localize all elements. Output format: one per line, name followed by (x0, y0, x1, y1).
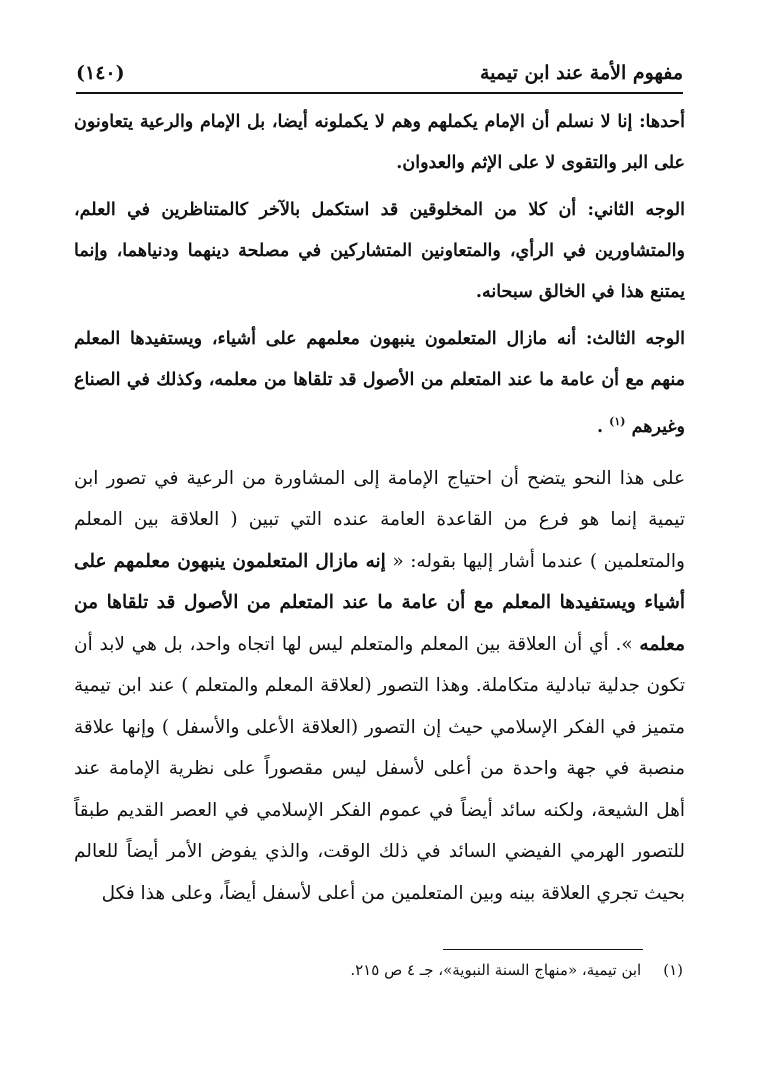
paragraph-first-aspect: أحدها: إنا لا نسلم أن الإمام يكملهم وهم لا يكملونه أيضا، بل الإمام والرعية يتعاونون على البر والتقوى لا على الإثم والعدوان. (74, 112, 685, 173)
footnote-number: (١) (663, 961, 683, 979)
quoted-passage: إنه مازال المتعلمون ينبهون معلمهم على أشياء ويستفيدها المعلم مع أن عامة ما عند المتعلم من الأصول قد تلقاها من معلمه (74, 550, 685, 655)
header-rule (76, 92, 683, 94)
running-title: مفهوم الأمة عند ابن تيمية (479, 62, 683, 84)
footnote-rule (443, 949, 643, 950)
third-aspect-end: . (596, 416, 610, 437)
paragraph-third-aspect (74, 319, 685, 448)
footnote (76, 958, 683, 982)
paragraph-second-aspect: الوجه الثاني: أن كلا من المخلوقين قد استكمل بالآخر كالمتناظرين في العلم، والمتشاورين في الرأي، والمتعاونين المتشاركين في مصلحة دينهما ودنياهما، وإنما يمتنع هذا في الخالق سبحانه. (74, 200, 685, 302)
page-number: (١٤٠) (76, 62, 125, 84)
third-aspect-text: الوجه الثالث: أنه مازال المتعلمون ينبهون معلمهم على أشياء، ويستفيدها المعلم منهم مع أن عامة ما عند المتعلم من الأصول قد تلقاها من معلمه، وكذلك في الصناع وغيرهم (74, 329, 685, 437)
footnote-text: ابن تيمية، «منهاج السنة النبوية»، جـ ٤ ص ٢١٥. (350, 961, 642, 979)
discussion-intro: على هذا النحو يتضح أن احتياج الإمامة إلى المشاورة من الرعية في تصور ابن تيمية إنما هو فرع من القاعدة العامة عنده التي تبين ( العلاقة بين المعلم والمتعلمين ) عندما أشار إليها بقوله: « (74, 467, 685, 572)
page-header (76, 58, 683, 88)
discussion-continuation: ». أي أن العلاقة بين المعلم والمتعلم ليس لها اتجاه واحد، بل هي لابد أن تكون جدلية تبادلية متكاملة. وهذا التصور (لعلاقة المعلم والمتعلم ) عند ابن تيمية متميز في الفكر الإسلامي حيث إن التصور (العلاقة الأعلى والأسفل ) وإنها علاقة منصبة في جهة واحدة من أعلى لأسفل ليس مقصوراً على نظرية الإمامة عند أهل الشيعة، ولكنه سائد أيضاً في عموم الفكر الإسلامي في العصر القديم طبقاً للتصور الهرمي الفيضي السائد في ذلك الوقت، والذي يفوض الأمر أيضاً للعالم بحيث تجري العلاقة بينه وبين المتعلمين من أعلى لأسفل أيضاً، وعلى هذا فكل (74, 633, 685, 904)
paragraph-discussion (74, 458, 685, 915)
page-body (74, 102, 685, 914)
footnote-reference[interactable]: (١) (609, 415, 626, 428)
